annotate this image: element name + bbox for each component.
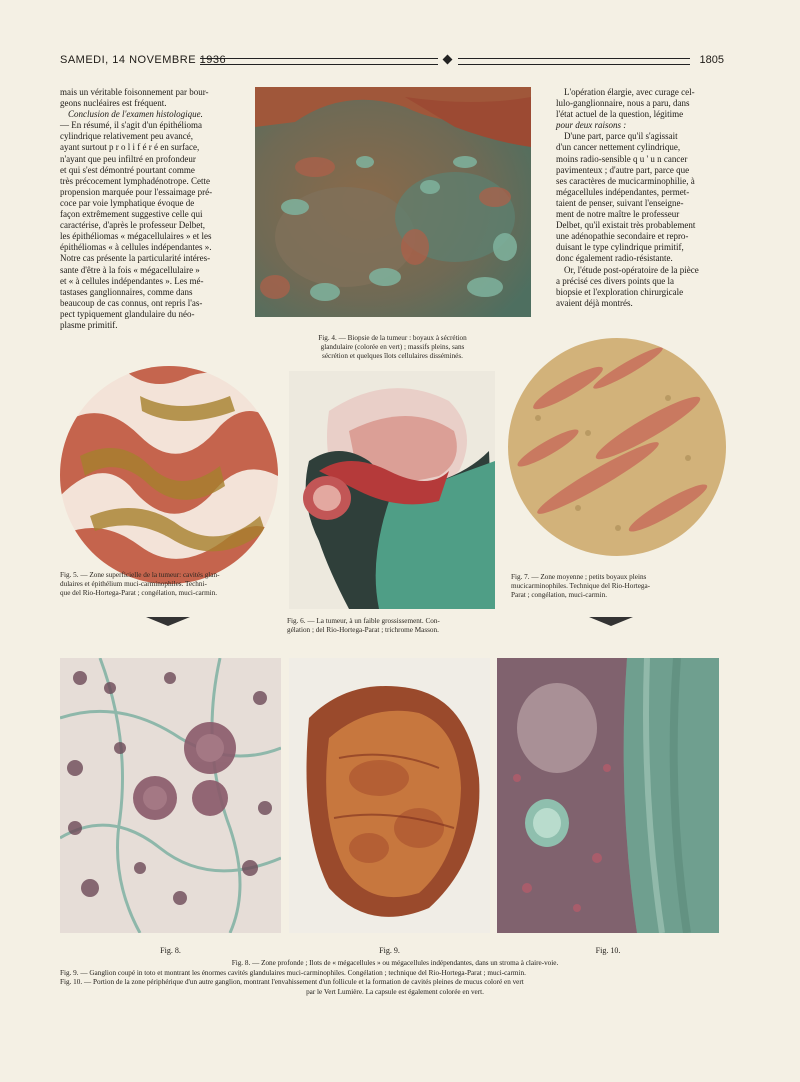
- text-line: caractérise, d'après le professeur Delbet,: [60, 220, 206, 231]
- diamond-ornament-icon: [443, 55, 453, 65]
- section-heading: Conclusion de l'examen histologique.: [68, 109, 203, 120]
- text-line: moins radio-sensible q u ' u n cancer: [556, 153, 688, 164]
- text-line: l'état actuel de la question, légitime: [556, 109, 684, 120]
- fig6-photo: [289, 371, 495, 609]
- text-line: Delbet, qu'il existait très probablement: [556, 220, 696, 231]
- text-line: n'ayant que peu infiltré en profondeur: [60, 153, 196, 164]
- text-line: donc également radio-résistante.: [556, 253, 673, 264]
- left-column-text: [60, 87, 236, 331]
- running-header: [60, 52, 732, 70]
- text-line: Or, l'étude post-opératoire de la pièce: [564, 264, 699, 275]
- fig6-caption: [287, 617, 502, 635]
- caption-line: par le Vert Lumière. La capsule est également colorée en vert.: [306, 987, 484, 996]
- text-line: propension marquée pour l'essaimage pré-: [60, 186, 213, 197]
- caption-line: Fig. 4. — Biopsie de la tumeur : boyaux à sécrétion: [318, 334, 467, 342]
- fig7-photo: [508, 338, 726, 556]
- caption-line: que del Rio-Hortega-Parat ; congélation, muci-carmin.: [60, 589, 218, 598]
- text-line: beaucoup de cas connus, ont repris l'as-: [60, 297, 203, 308]
- caption-line: glandulaire (colorée en vert) ; massifs pleins, sans: [320, 343, 465, 352]
- fig7-caption: [511, 573, 727, 601]
- caption-line: sécrétion et quelques îlots cellulaires disséminés.: [322, 352, 463, 361]
- text-line: Notre cas présente la particularité intéres-: [60, 253, 211, 264]
- fig5-photo: [60, 366, 278, 584]
- right-column-text: [556, 87, 724, 309]
- text-line: coce par voie lymphatique évoque de: [60, 197, 195, 208]
- text-line: biopsie et l'exploration chirurgicale: [556, 286, 684, 297]
- text-line: lulo-ganglionnaire, nous a paru, dans: [556, 98, 690, 109]
- text-line: geons nucléaires est fréquent.: [60, 98, 167, 109]
- fig5-caption: [60, 571, 278, 599]
- fig4-caption: [270, 334, 515, 362]
- text-line: ses caractères de mucicarminophilie, à: [556, 175, 695, 186]
- page-number: 1805: [699, 54, 724, 66]
- text-line: mais un véritable foisonnement par bour-: [60, 87, 209, 97]
- fig8-photo: [60, 658, 281, 933]
- caption-line: Fig. 6. — La tumeur, à un faible grossissement. Con-: [287, 617, 440, 625]
- fig9-photo: [289, 658, 490, 933]
- text-line: a précisé ces divers points que la: [556, 275, 674, 286]
- text-line: ayant surtout p r o l i f é r é en surface,: [60, 142, 200, 153]
- caption-line: Fig. 9. — Ganglion coupé in toto et montrant les énormes cavités glandulaires muci-carminophiles. Congélation ; technique del Rio-Hortega-Parat ; muci-carmin.: [60, 968, 526, 977]
- text-line: épithéliomas « à cellules indépendantes ».: [60, 242, 212, 253]
- text-line: tastases ganglionnaires, comme dans: [60, 286, 193, 297]
- header-date: SAMEDI, 14 NOVEMBRE 1936: [60, 54, 227, 66]
- header-rule-left: [200, 58, 438, 65]
- text-line: plasme primitif.: [60, 319, 118, 330]
- text-line: pavimenteux ; d'autre part, parce que: [556, 164, 690, 175]
- header-rule-right: [458, 58, 690, 65]
- text-line: duisant le type cylindrique primitif,: [556, 242, 684, 253]
- text-line: sante d'être à la fois « mégacellulaire »: [60, 264, 200, 275]
- text-line: mégacellules indépendantes, permet-: [556, 186, 690, 197]
- caption-line: Fig. 7. — Zone moyenne ; petits boyaux pleins: [511, 573, 647, 581]
- text-line: — En résumé, il s'agit d'un épithélioma: [60, 120, 202, 131]
- text-line: taient de penser, suivant l'enseigne-: [556, 197, 684, 208]
- text-line: avaient déjà montrés.: [556, 297, 633, 308]
- text-line: et qui s'est démontré pourtant comme: [60, 164, 195, 175]
- text-line: L'opération élargie, avec curage cel-: [564, 87, 695, 97]
- arrow-down-icon: [589, 617, 633, 626]
- text-line: très précocement lymphadénotrope. Cette: [60, 175, 210, 186]
- text-line: et « à cellules indépendantes ». Les mé-: [60, 275, 204, 286]
- text-line: ment de notre maître le professeur: [556, 209, 680, 220]
- text-line: cylindrique relativement peu avancé,: [60, 131, 193, 142]
- caption-line: Fig. 8. — Zone profonde ; Ilots de « mégacellules » ou mégacellules indépendantes, dans un stroma à claire-voie.: [231, 959, 559, 967]
- caption-line: Fig. 5. — Zone superficielle de la tumeur: cavités glan-: [60, 571, 220, 579]
- caption-line: Fig. 10. — Portion de la zone périphérique d'un autre ganglion, montrant l'envahissement d'un follicule et la formation de cavités pleines de mucus coloré en vert: [60, 978, 524, 987]
- text-line: les épithéliomas « mégacellulaires » et les: [60, 231, 212, 242]
- arrow-down-icon: [146, 617, 190, 626]
- text-line: pect typiquement glandulaire du néo-: [60, 308, 195, 319]
- fig4-photo: [255, 87, 531, 317]
- caption-line: Parat ; congélation, muci-carmin.: [511, 591, 607, 600]
- bottom-caption: [60, 959, 730, 997]
- text-line: pour deux raisons :: [556, 120, 627, 131]
- text-line: D'une part, parce qu'il s'agissait: [564, 131, 678, 142]
- fig10-photo: [497, 658, 719, 933]
- fig9-label: Fig. 9.: [379, 946, 400, 955]
- text-line: façon extrêmement suggestive celle qui: [60, 209, 203, 220]
- caption-line: mucicarminophiles. Technique del Rio-Hortega-: [511, 582, 651, 591]
- caption-line: dulaires et épithélium muci-carminophiles. Techni-: [60, 580, 207, 589]
- text-line: d'un cancer nettement cylindrique,: [556, 142, 681, 153]
- fig8-label: Fig. 8.: [160, 946, 181, 955]
- fig10-label: Fig. 10.: [595, 946, 621, 955]
- text-line: une adénopathie secondaire et repro-: [556, 231, 689, 242]
- caption-line: gélation ; del Rio-Hortega-Parat ; trichrome Masson.: [287, 626, 439, 635]
